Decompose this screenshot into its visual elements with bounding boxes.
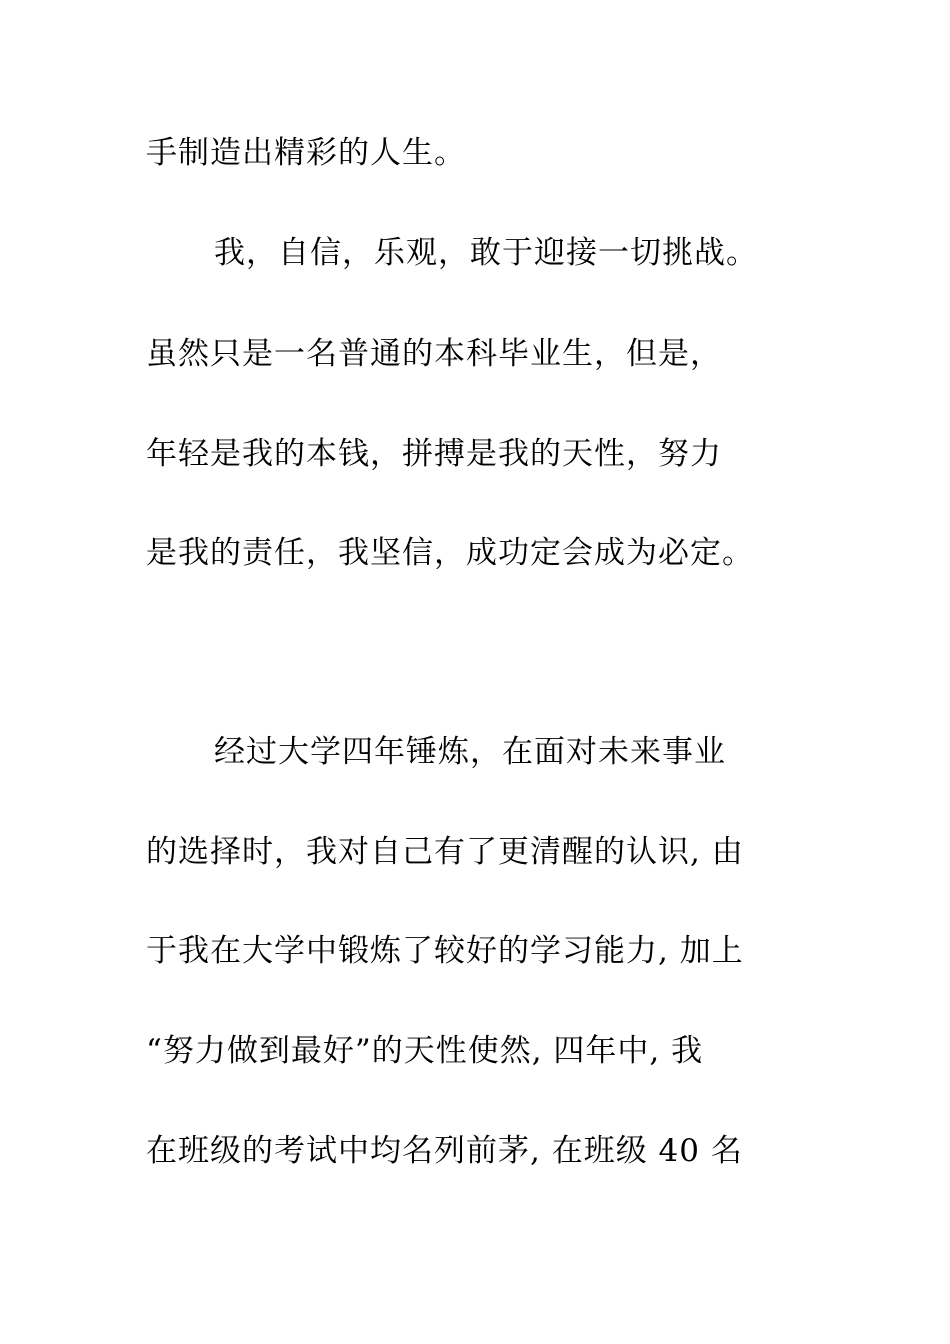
text-line: “努力做到最好”的天性使然, 四年中, 我 [146, 1033, 704, 1069]
text-line: 在班级的考试中均名列前茅, 在班级 40 名 [146, 1133, 743, 1169]
text-line: 是我的责任，我坚信，成功定会成为必定。 [146, 535, 754, 571]
text-line: 的选择时，我对自己有了更清醒的认识, 由 [146, 834, 744, 870]
text-line: 经过大学四年锤炼，在面对未来事业 [214, 734, 726, 770]
text-line: 虽然只是一名普通的本科毕业生，但是， [146, 336, 722, 372]
text-line: 手制造出精彩的人生。 [146, 135, 466, 171]
text-line: 于我在大学中锻炼了较好的学习能力, 加上 [146, 933, 744, 969]
text-line: 年轻是我的本钱，拼搏是我的天性，努力 [146, 436, 722, 472]
text-line: 我，自信，乐观，敢于迎接一切挑战。 [214, 235, 758, 271]
